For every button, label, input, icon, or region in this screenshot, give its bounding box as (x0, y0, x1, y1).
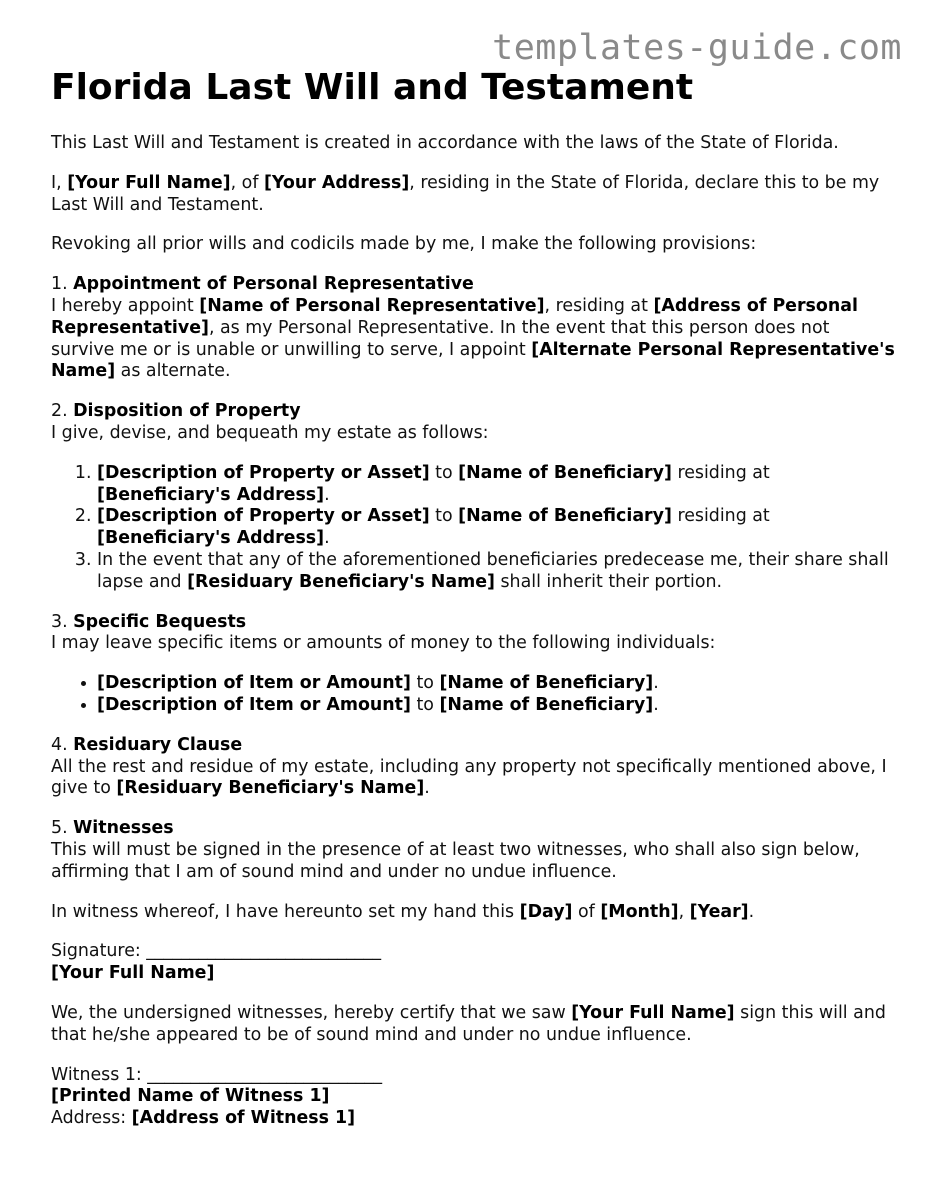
list-item (97, 550, 896, 594)
section-number: 4. (51, 734, 74, 755)
beneficiary-address-placeholder: [Beneficiary's Address] (97, 484, 325, 505)
beneficiary-placeholder: [Name of Beneficiary] (458, 462, 672, 483)
section-text: as alternate. (115, 361, 231, 382)
section-heading: Disposition of Property (73, 401, 301, 422)
section-text: I hereby appoint (51, 295, 200, 316)
declaration-text: , of (230, 172, 264, 193)
section-heading: Appointment of Personal Representative (73, 274, 474, 295)
paragraph-text: . (748, 901, 755, 922)
signer-name-placeholder: [Your Full Name] (51, 963, 215, 984)
property-placeholder: [Description of Property or Asset] (97, 462, 430, 483)
section-text: , as my Personal Representative. In the event that this person does not survive me or is unable or unwilling to serve, I appoint (51, 317, 830, 360)
section-text: , residing at (544, 295, 654, 316)
section-text: I may leave specific items or amounts of money to the following individuals: (51, 633, 716, 654)
testator-address-placeholder: [Your Address] (263, 172, 410, 193)
residuary-beneficiary-placeholder: [Residuary Beneficiary's Name] (116, 778, 425, 799)
beneficiary-address-placeholder: [Beneficiary's Address] (97, 528, 325, 549)
representative-name-placeholder: [Name of Personal Representative] (199, 295, 545, 316)
page-title: Florida Last Will and Testament (51, 67, 694, 108)
list-item-text: residing at (671, 506, 770, 527)
month-placeholder: [Month] (600, 901, 679, 922)
section-number: 1. (51, 274, 74, 295)
list-item-text: to (429, 506, 459, 527)
section-text: I give, devise, and bequeath my estate as follows: (51, 422, 489, 443)
signature-line: Signature: ___________________________ (51, 941, 382, 962)
witness-signature-line: Witness 1: ___________________________ (51, 1064, 383, 1085)
section-number: 5. (51, 818, 74, 839)
list-item-text: . (324, 484, 330, 505)
beneficiary-placeholder: [Name of Beneficiary] (458, 506, 672, 527)
list-item-text: In the event that any of the aforementioned beneficiaries predecease me, their share shall lapse and (97, 549, 889, 592)
watermark: templates-guide.com (492, 28, 902, 68)
year-placeholder: [Year] (689, 901, 749, 922)
document-body (51, 66, 896, 1148)
testator-name-placeholder: [Your Full Name] (67, 172, 231, 193)
representative-address-placeholder: [Address of Personal Representative] (51, 295, 858, 338)
list-item (97, 506, 896, 550)
declaration-text: I, (51, 172, 68, 193)
paragraph-text: We, the undersigned witnesses, hereby certify that we saw (51, 1002, 572, 1023)
intro-paragraph: This Last Will and Testament is created in accordance with the laws of the State of Florida. (51, 133, 839, 153)
list-item-text: . (324, 528, 330, 549)
section-4 (51, 735, 896, 800)
witness-whereof-paragraph (51, 902, 896, 924)
list-item-text: to (410, 694, 440, 715)
list-item-text: to (429, 462, 459, 483)
witness-name-placeholder: [Printed Name of Witness 1] (51, 1086, 330, 1107)
list-item (97, 673, 896, 695)
section-number: 3. (51, 611, 74, 632)
property-placeholder: [Description of Property or Asset] (97, 506, 430, 527)
day-placeholder: [Day] (519, 901, 573, 922)
section-number: 2. (51, 401, 74, 422)
witness-1-block (51, 1065, 896, 1130)
section-text: This will must be signed in the presence of at least two witnesses, who shall also sign below, affirming that I am of sound mind and under no undue influence. (51, 839, 860, 882)
bequest-list (51, 673, 896, 717)
beneficiary-placeholder: [Name of Beneficiary] (439, 694, 654, 715)
witness-address-placeholder: [Address of Witness 1] (131, 1108, 356, 1129)
list-item (97, 695, 896, 717)
list-item-text: . (653, 694, 659, 715)
section-text: All the rest and residue of my estate, including any property not specifically mentioned above, I give to (51, 756, 887, 799)
paragraph-text: , (678, 901, 690, 922)
section-heading: Residuary Clause (73, 734, 243, 755)
paragraph-text: of (572, 901, 601, 922)
list-item-text: residing at (671, 462, 770, 483)
certify-paragraph (51, 1003, 896, 1047)
property-list (51, 463, 896, 594)
section-heading: Specific Bequests (73, 611, 247, 632)
item-placeholder: [Description of Item or Amount] (97, 694, 411, 715)
testator-name-placeholder: [Your Full Name] (571, 1002, 735, 1023)
revoking-paragraph: Revoking all prior wills and codicils made by me, I make the following provisions: (51, 234, 757, 255)
paragraph-text: In witness whereof, I have hereunto set my hand this (51, 901, 520, 922)
section-2 (51, 401, 896, 445)
witness-address-label: Address: (51, 1108, 132, 1129)
section-1 (51, 274, 896, 383)
section-text: . (424, 778, 430, 799)
declaration-paragraph (51, 173, 896, 217)
residuary-beneficiary-placeholder: [Residuary Beneficiary's Name] (187, 571, 495, 592)
list-item-text: shall inherit their portion. (494, 571, 723, 592)
signature-block (51, 941, 896, 985)
section-heading: Witnesses (73, 818, 174, 839)
alternate-representative-placeholder: [Alternate Personal Representative's Name] (51, 339, 895, 382)
list-item (97, 463, 896, 507)
item-placeholder: [Description of Item or Amount] (97, 673, 411, 694)
paragraph-text: sign this will and that he/she appeared to be of sound mind and under no undue influence. (51, 1002, 886, 1045)
list-item-text: to (410, 673, 440, 694)
beneficiary-placeholder: [Name of Beneficiary] (439, 673, 654, 694)
section-3 (51, 612, 896, 656)
list-item-text: . (653, 673, 659, 694)
section-5 (51, 818, 896, 883)
declaration-text: , residing in the State of Florida, declare this to be my Last Will and Testament. (51, 172, 880, 215)
